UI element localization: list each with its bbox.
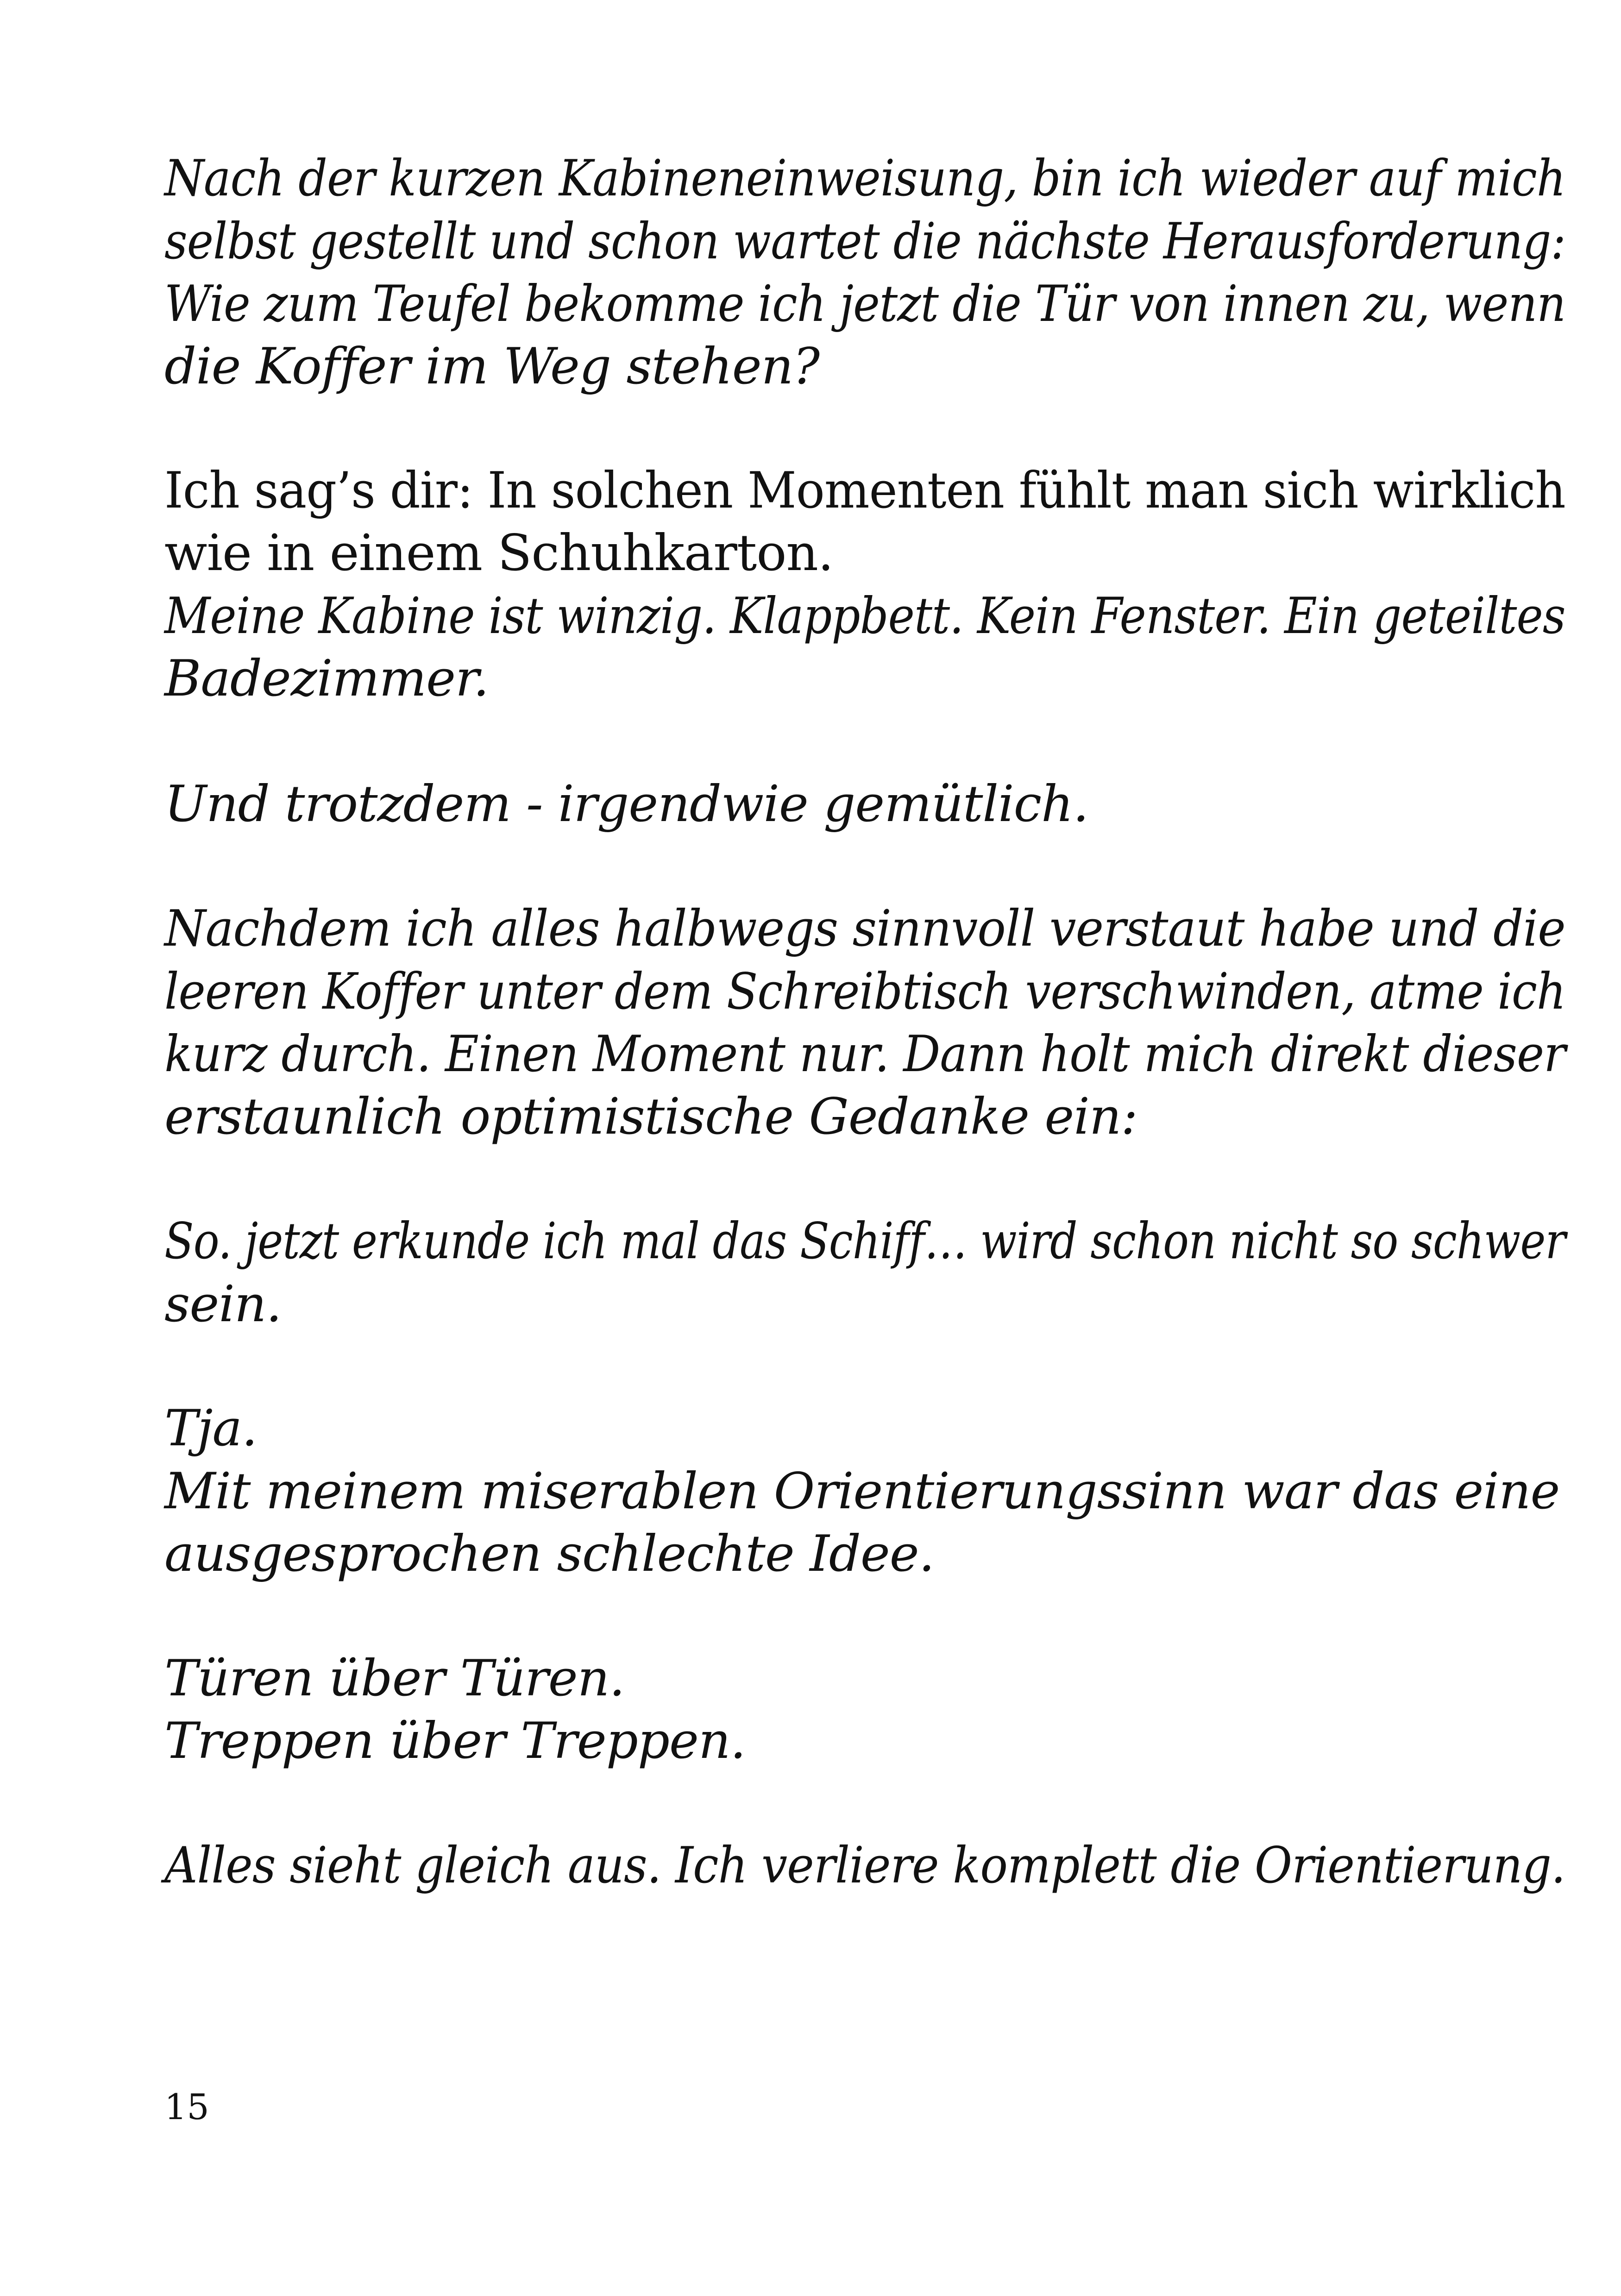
text-line: Meine Kabine ist winzig. Klappbett. Kein Fenster. Ein geteiltes [164,587,1565,645]
page-number: 15 [164,2086,209,2127]
text-line: So. jetzt erkunde ich mal das Schiff… wird schon nicht so schwer [164,1212,1566,1270]
text-line: sein. [164,1275,282,1333]
text-line: wie in einem Schuhkarton. [164,524,834,582]
text-line: Und trotzdem - irgendwie gemütlich. [164,775,1089,833]
text-line: ausgesprochen schlechte Idee. [164,1525,935,1583]
text-line: Nachdem ich alles halbwegs sinnvoll verstaut habe und die [164,900,1565,958]
text-line: erstaunlich optimistische Gedanke ein: [164,1088,1137,1146]
text-line: Türen über Türen. [164,1650,625,1707]
text-line: Mit meinem miserablen Orientierungssinn war das eine [164,1462,1560,1520]
text-line: die Koffer im Weg stehen? [164,338,820,395]
text-line: Tja. [164,1399,258,1457]
text-line: Wie zum Teufel bekomme ich jetzt die Tür von innen zu, wenn [164,275,1566,333]
text-line: kurz durch. Einen Moment nur. Dann holt mich direkt dieser [164,1025,1566,1083]
text-line: Ich sag’s dir: In solchen Momenten fühlt man sich wirklich [164,462,1565,520]
text-line: Alles sieht gleich aus. Ich verliere komplett die Orientierung. [164,1837,1565,1895]
text-line: Treppen über Treppen. [164,1712,746,1770]
text-line: Badezimmer. [164,650,489,708]
text-line: Nach der kurzen Kabineneinweisung, bin ich wieder auf mich [164,150,1566,207]
text-line: selbst gestellt und schon wartet die nächste Herausforderung: [164,213,1566,270]
text-line: leeren Koffer unter dem Schreibtisch verschwinden, atme ich [164,963,1566,1021]
